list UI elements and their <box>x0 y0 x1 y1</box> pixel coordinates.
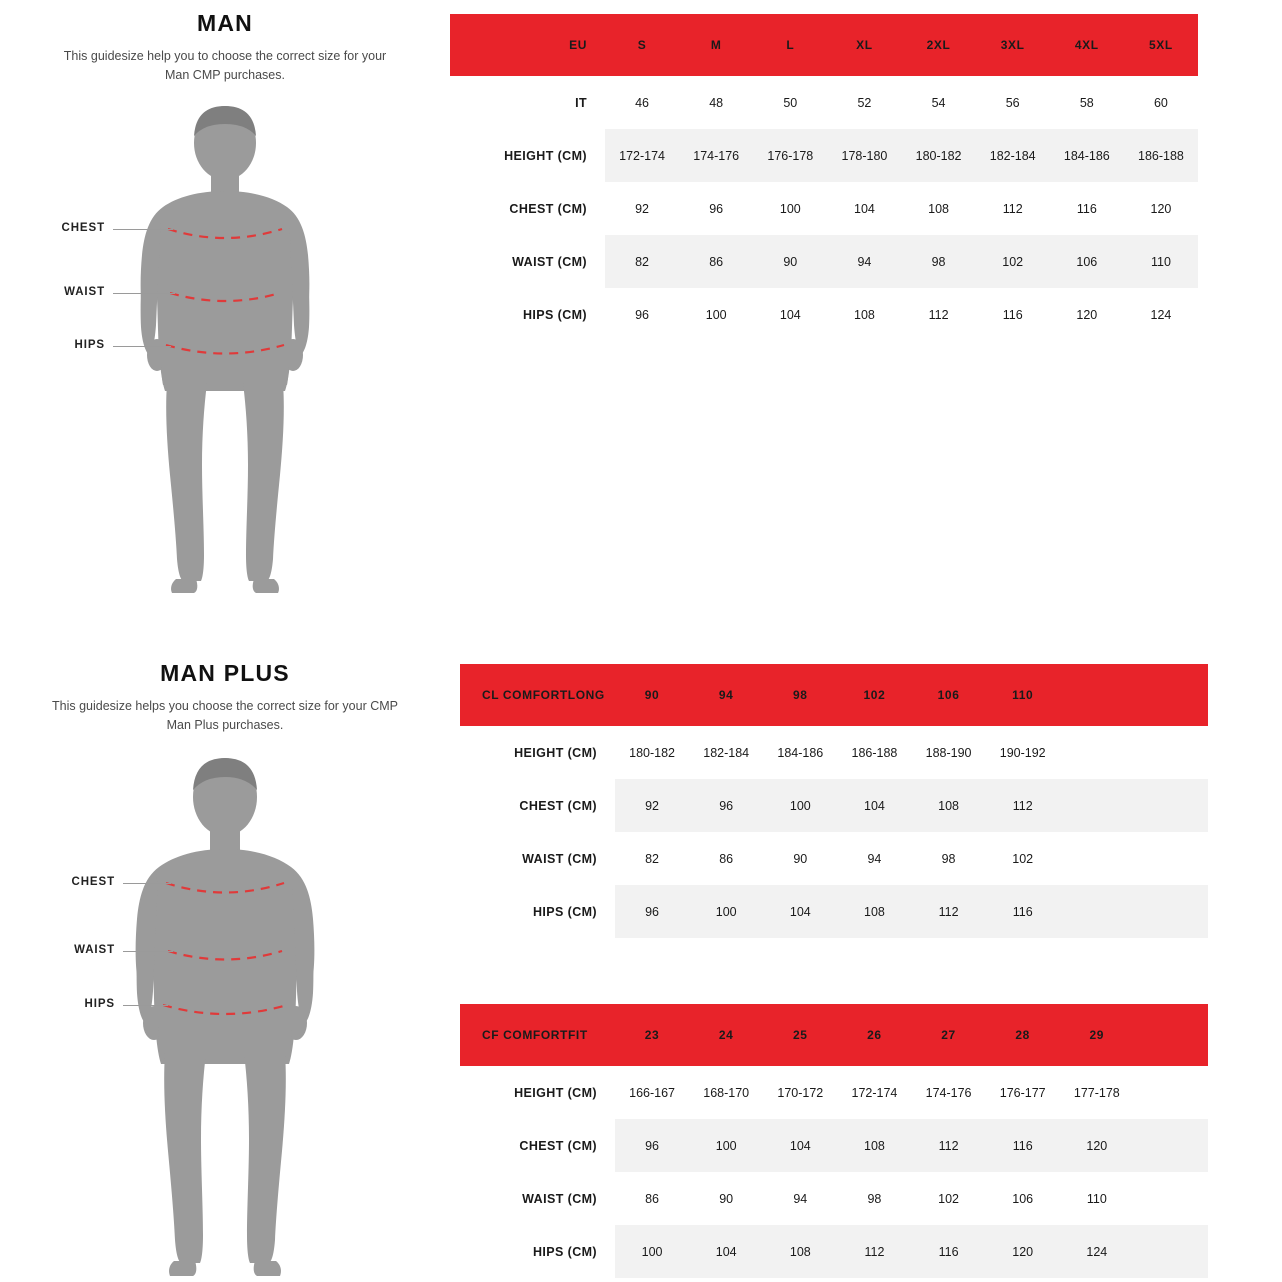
header-empty-1 <box>1134 1004 1208 1066</box>
row-label-waist: WAIST (CM) <box>522 1191 597 1206</box>
table-row <box>450 129 1198 182</box>
cell: 116 <box>1002 307 1023 322</box>
table-row <box>460 1225 1208 1278</box>
cell: 92 <box>615 779 689 832</box>
table-row <box>460 885 1208 938</box>
table-row <box>460 779 1208 832</box>
cell: 100 <box>763 779 837 832</box>
header-25: 25 <box>763 1004 837 1066</box>
header-110: 110 <box>986 664 1060 726</box>
cell: 178-180 <box>827 129 901 182</box>
table-row <box>460 726 1208 779</box>
cell: 110 <box>1086 1191 1107 1206</box>
leader-line-hips <box>123 1005 168 1006</box>
cell <box>1060 832 1134 885</box>
cell: 94 <box>793 1191 808 1206</box>
row-label-chest: CHEST (CM) <box>509 201 587 216</box>
cell: 90 <box>793 851 808 866</box>
cell: 116 <box>1076 201 1097 216</box>
header-27: 27 <box>912 1004 986 1066</box>
page-title-man: MAN <box>197 10 253 36</box>
row-label-chest: CHEST (CM) <box>519 798 597 813</box>
cell: 92 <box>635 201 650 216</box>
cell: 104 <box>837 779 911 832</box>
cell: 108 <box>854 307 875 322</box>
cell: 96 <box>635 307 650 322</box>
comfortlong-size-table <box>460 664 1208 938</box>
row-label-waist: WAIST (CM) <box>512 254 587 269</box>
cell <box>1134 779 1208 832</box>
cell: 86 <box>645 1191 660 1206</box>
table-header-row <box>450 14 1198 76</box>
header-empty-2 <box>1134 664 1208 726</box>
cell: 184-186 <box>1050 129 1124 182</box>
header-98: 98 <box>763 664 837 726</box>
cell: 86 <box>679 235 753 288</box>
row-label-hips: HIPS (CM) <box>532 1244 597 1259</box>
table-row <box>450 76 1198 129</box>
male-body-illustration <box>0 103 450 603</box>
row-label-it: IT <box>575 95 587 110</box>
cell: 108 <box>837 885 911 938</box>
header-cf-comfortfit: CF COMFORTFIT <box>460 1004 615 1066</box>
cell: 170-172 <box>777 1085 824 1100</box>
label-waist: WAIST <box>74 943 115 956</box>
header-23: 23 <box>615 1004 689 1066</box>
cell: 112 <box>928 307 949 322</box>
row-label-hips: HIPS (CM) <box>522 307 587 322</box>
cell: 94 <box>867 851 882 866</box>
cell: 96 <box>709 201 724 216</box>
header-4xl: 4XL <box>1050 14 1124 76</box>
table-row <box>450 182 1198 235</box>
cell: 180-182 <box>902 129 976 182</box>
header-24: 24 <box>689 1004 763 1066</box>
cell: 54 <box>931 95 946 110</box>
cell: 176-177 <box>999 1085 1046 1100</box>
cell: 90 <box>719 1191 734 1206</box>
row-label-height: HEIGHT (CM) <box>504 148 587 163</box>
leader-line-chest <box>113 229 173 230</box>
cell: 104 <box>779 307 801 322</box>
cell: 184-186 <box>777 745 824 760</box>
cell: 112 <box>986 779 1060 832</box>
leader-line-waist <box>113 293 175 294</box>
cell: 110 <box>1124 235 1198 288</box>
man-plus-body-figure <box>0 755 450 1282</box>
cell <box>1060 726 1134 779</box>
cell: 108 <box>928 201 949 216</box>
header-empty-1 <box>1060 664 1134 726</box>
label-chest: CHEST <box>71 875 115 888</box>
cell: 102 <box>1012 851 1034 866</box>
label-hips: HIPS <box>74 338 105 351</box>
cell: 100 <box>779 201 801 216</box>
cell: 100 <box>615 1225 689 1278</box>
cell: 98 <box>941 851 956 866</box>
cell: 120 <box>1150 201 1172 216</box>
cell: 180-182 <box>629 745 675 760</box>
cell: 120 <box>986 1225 1060 1278</box>
table-row <box>460 1119 1208 1172</box>
label-waist: WAIST <box>64 285 105 298</box>
man-plus-subtitle: This guidesize helps you choose the correct size for your CMP Man Plus purchases. <box>52 699 398 732</box>
cell: 166-167 <box>629 1085 675 1100</box>
leader-line-hips <box>113 346 171 347</box>
cell <box>1134 1119 1208 1172</box>
header-s: S <box>605 14 679 76</box>
cell <box>1134 1066 1208 1119</box>
cell: 112 <box>1002 201 1023 216</box>
header-5xl: 5XL <box>1124 14 1198 76</box>
table-header-row <box>460 1004 1208 1066</box>
table-row <box>460 1066 1208 1119</box>
table-row <box>460 832 1208 885</box>
comfortfit-size-table <box>460 1004 1208 1278</box>
cell: 96 <box>615 1119 689 1172</box>
man-size-table-wrap <box>450 14 1198 341</box>
cell: 120 <box>1076 307 1098 322</box>
cell <box>1134 832 1208 885</box>
man-table-body <box>450 76 1198 341</box>
cell: 108 <box>837 1119 911 1172</box>
comfortfit-table-body <box>460 1066 1208 1278</box>
man-table-header <box>450 14 1198 76</box>
header-m: M <box>679 14 753 76</box>
cell: 96 <box>689 779 763 832</box>
header-102: 102 <box>837 664 911 726</box>
man-subtitle: This guidesize help you to choose the correct size for your Man CMP purchases. <box>63 49 387 82</box>
cell: 106 <box>1050 235 1124 288</box>
cell: 104 <box>763 885 837 938</box>
header-26: 26 <box>837 1004 911 1066</box>
cell: 190-192 <box>999 745 1046 760</box>
man-plus-figure-column <box>0 660 450 1282</box>
comfortfit-table-wrap <box>460 1004 1208 1278</box>
cell: 52 <box>857 95 872 110</box>
cell: 124 <box>1150 307 1172 322</box>
cell <box>1134 1172 1208 1225</box>
comfortlong-table-header <box>460 664 1208 726</box>
cell: 177-178 <box>1073 1085 1120 1100</box>
header-90: 90 <box>615 664 689 726</box>
cell: 174-176 <box>679 129 753 182</box>
cell: 116 <box>912 1225 986 1278</box>
cell: 112 <box>912 885 986 938</box>
comfortfit-table-header <box>460 1004 1208 1066</box>
cell: 100 <box>689 885 763 938</box>
cell: 104 <box>689 1225 763 1278</box>
cell <box>1134 885 1208 938</box>
cell: 104 <box>763 1119 837 1172</box>
cell <box>1134 726 1208 779</box>
cell: 168-170 <box>703 1085 750 1100</box>
cell: 182-184 <box>703 745 750 760</box>
cell: 182-184 <box>976 129 1050 182</box>
header-94: 94 <box>689 664 763 726</box>
cell: 50 <box>783 95 798 110</box>
table-row <box>450 288 1198 341</box>
cell: 112 <box>837 1225 911 1278</box>
header-106: 106 <box>912 664 986 726</box>
cell <box>1134 1225 1208 1278</box>
cell: 82 <box>605 235 679 288</box>
header-l: L <box>753 14 827 76</box>
cell: 98 <box>902 235 976 288</box>
cell: 108 <box>763 1225 837 1278</box>
cell: 172-174 <box>851 1085 898 1100</box>
table-header-row <box>460 664 1208 726</box>
header-eu: EU <box>450 14 605 76</box>
cell: 176-178 <box>753 129 827 182</box>
cell: 172-174 <box>605 129 679 182</box>
cell: 100 <box>705 307 727 322</box>
cell: 124 <box>1060 1225 1134 1278</box>
cell: 46 <box>635 95 650 110</box>
header-3xl: 3XL <box>976 14 1050 76</box>
table-row <box>460 1172 1208 1225</box>
cell: 108 <box>912 779 986 832</box>
cell: 116 <box>986 885 1060 938</box>
cell: 104 <box>854 201 875 216</box>
man-size-table <box>450 14 1198 341</box>
man-body-figure <box>0 103 450 613</box>
label-hips: HIPS <box>84 997 115 1010</box>
comfortlong-table-body <box>460 726 1208 938</box>
row-label-height: HEIGHT (CM) <box>514 745 597 760</box>
cell: 48 <box>709 95 724 110</box>
cell: 100 <box>689 1119 763 1172</box>
cell <box>1060 885 1134 938</box>
cell: 60 <box>1153 95 1168 110</box>
leader-line-waist <box>123 951 173 952</box>
cell: 98 <box>867 1191 882 1206</box>
cell: 112 <box>912 1119 986 1172</box>
cell: 186-188 <box>1124 129 1198 182</box>
header-xl: XL <box>827 14 901 76</box>
cell: 102 <box>976 235 1050 288</box>
page-title-man-plus: MAN PLUS <box>160 660 290 686</box>
cell: 82 <box>645 851 660 866</box>
man-figure-column <box>0 10 450 613</box>
cell: 86 <box>719 851 734 866</box>
cell: 102 <box>938 1191 959 1206</box>
header-2xl: 2XL <box>902 14 976 76</box>
cell: 174-176 <box>925 1085 972 1100</box>
table-row <box>450 235 1198 288</box>
cell: 56 <box>1005 95 1020 110</box>
cell: 94 <box>827 235 901 288</box>
comfortlong-table-wrap <box>460 664 1208 938</box>
cell: 106 <box>1012 1191 1034 1206</box>
cell: 96 <box>615 885 689 938</box>
label-chest: CHEST <box>61 221 105 234</box>
cell: 116 <box>986 1119 1060 1172</box>
cell: 90 <box>753 235 827 288</box>
male-plus-body-illustration <box>0 755 450 1282</box>
cell: 188-190 <box>925 745 972 760</box>
cell: 120 <box>1060 1119 1134 1172</box>
cell <box>1060 779 1134 832</box>
header-28: 28 <box>986 1004 1060 1066</box>
header-29: 29 <box>1060 1004 1134 1066</box>
cell: 186-188 <box>851 745 898 760</box>
header-cl-comfortlong: CL COMFORTLONG <box>460 664 615 726</box>
leader-line-chest <box>123 883 171 884</box>
row-label-waist: WAIST (CM) <box>522 851 597 866</box>
row-label-height: HEIGHT (CM) <box>514 1085 597 1100</box>
cell: 58 <box>1079 95 1094 110</box>
row-label-hips: HIPS (CM) <box>532 904 597 919</box>
row-label-chest: CHEST (CM) <box>519 1138 597 1153</box>
